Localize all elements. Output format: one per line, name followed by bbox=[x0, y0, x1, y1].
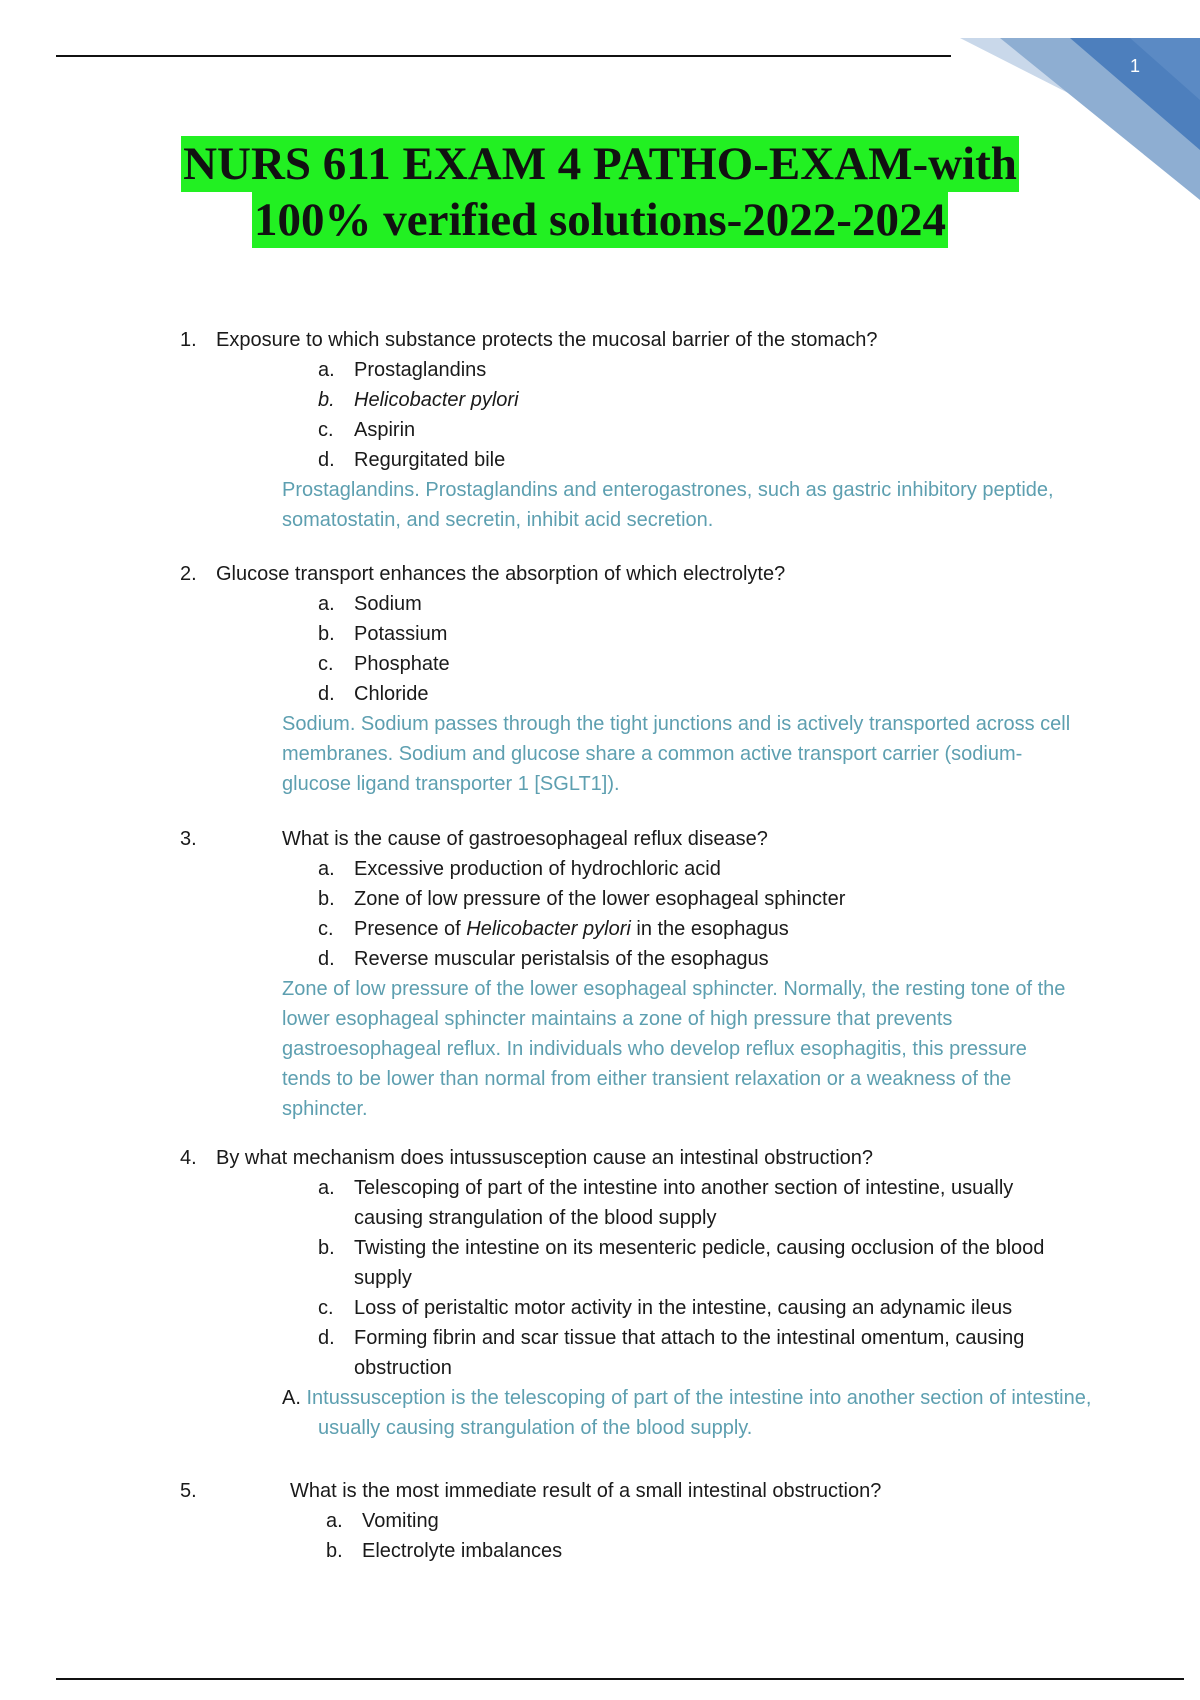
option-text: Reverse muscular peristalsis of the esophagus bbox=[354, 948, 769, 970]
option-letter: b. bbox=[326, 1540, 343, 1562]
option-letter: c. bbox=[318, 918, 334, 940]
option-letter: b. bbox=[318, 1237, 335, 1259]
option-letter: d. bbox=[318, 948, 335, 970]
question-2 bbox=[0, 559, 1200, 799]
question-1 bbox=[0, 325, 1200, 535]
option-text bbox=[354, 914, 789, 944]
footer-rule bbox=[56, 1678, 1184, 1680]
page-number: 1 bbox=[1130, 56, 1141, 76]
option-letter: a. bbox=[318, 1177, 335, 1199]
option-letter: c. bbox=[318, 419, 334, 441]
answer-explanation bbox=[282, 1383, 1098, 1443]
question-number: 4. bbox=[180, 1147, 197, 1169]
option-text: Helicobacter pylori bbox=[354, 389, 519, 411]
question-number: 3. bbox=[180, 828, 197, 850]
option-letter: b. bbox=[318, 888, 335, 910]
option-letter: a. bbox=[318, 359, 335, 381]
question-4 bbox=[0, 1143, 1200, 1443]
option-text: Electrolyte imbalances bbox=[362, 1540, 563, 1562]
header-rule bbox=[56, 55, 951, 57]
option-text-after: in the esophagus bbox=[630, 918, 789, 940]
option-text: Forming fibrin and scar tissue that attach to the intestinal omentum, causing obstruction bbox=[354, 1327, 1025, 1379]
option-letter: c. bbox=[318, 1297, 334, 1319]
option-text: Chloride bbox=[354, 683, 429, 705]
answer-text: Intussusception is the telescoping of part of the intestine into another section of intestine, usually causing strangulation of the blood supply. bbox=[306, 1387, 1092, 1439]
answer-prefix: A. bbox=[282, 1387, 301, 1409]
option-text: Prostaglandins bbox=[354, 359, 487, 381]
option-letter: d. bbox=[318, 1327, 335, 1349]
option-text: Phosphate bbox=[354, 653, 450, 675]
title-line-2: 100% verified solutions-2022-2024 bbox=[254, 194, 946, 246]
option-text: Twisting the intestine on its mesenteric pedicle, causing occlusion of the blood supply bbox=[354, 1237, 1045, 1289]
question-3 bbox=[0, 824, 1200, 1124]
option-letter: d. bbox=[318, 449, 335, 471]
option-text: Telescoping of part of the intestine into another section of intestine, usually causing strangulation of the blood supply bbox=[354, 1177, 1014, 1229]
option-text-italic: Helicobacter pylori bbox=[466, 918, 631, 940]
question-text: What is the most immediate result of a small intestinal obstruction? bbox=[290, 1480, 882, 1502]
option-letter: b. bbox=[318, 389, 335, 411]
option-letter: a. bbox=[318, 593, 335, 615]
option-text-before: Presence of bbox=[354, 918, 467, 940]
page-title bbox=[0, 136, 1200, 248]
option-text: Sodium bbox=[354, 593, 422, 615]
option-letter: a. bbox=[318, 858, 335, 880]
question-text: Exposure to which substance protects the mucosal barrier of the stomach? bbox=[216, 329, 878, 351]
option-text: Loss of peristaltic motor activity in the intestine, causing an adynamic ileus bbox=[354, 1297, 1013, 1319]
question-text: By what mechanism does intussusception cause an intestinal obstruction? bbox=[216, 1147, 874, 1169]
question-number: 2. bbox=[180, 563, 197, 585]
answer-explanation: Sodium. Sodium passes through the tight junctions and is actively transported across cell membranes. Sodium and glucose share a common active transport carrier (sodium-glucose ligand transporter 1 [SGLT1]). bbox=[282, 713, 1071, 795]
option-letter: a. bbox=[326, 1510, 343, 1532]
option-text: Vomiting bbox=[362, 1510, 439, 1532]
option-text: Aspirin bbox=[354, 419, 416, 441]
answer-explanation: Zone of low pressure of the lower esophageal sphincter. Normally, the resting tone of the lower esophageal sphincter maintains a zone of high pressure that prevents gastroesophageal reflux. In individuals who develop reflux esophagitis, this pressure tends to be lower than normal from either transient relaxation or a weakness of the sphincter. bbox=[282, 978, 1066, 1120]
option-letter: b. bbox=[318, 623, 335, 645]
title-line-1: NURS 611 EXAM 4 PATHO-EXAM-with bbox=[183, 138, 1017, 190]
question-text: What is the cause of gastroesophageal reflux disease? bbox=[282, 828, 768, 850]
question-text: Glucose transport enhances the absorption of which electrolyte? bbox=[216, 563, 786, 585]
option-text: Regurgitated bile bbox=[354, 449, 506, 471]
option-text: Potassium bbox=[354, 623, 448, 645]
question-5 bbox=[0, 1476, 1200, 1566]
question-number: 1. bbox=[180, 329, 197, 351]
option-text: Zone of low pressure of the lower esophageal sphincter bbox=[354, 888, 846, 910]
option-text: Excessive production of hydrochloric acid bbox=[354, 858, 721, 880]
answer-explanation: Prostaglandins. Prostaglandins and enterogastrones, such as gastric inhibitory peptide, somatostatin, and secretin, inhibit acid secretion. bbox=[282, 479, 1054, 531]
option-letter: d. bbox=[318, 683, 335, 705]
question-number: 5. bbox=[180, 1480, 197, 1502]
option-letter: c. bbox=[318, 653, 334, 675]
